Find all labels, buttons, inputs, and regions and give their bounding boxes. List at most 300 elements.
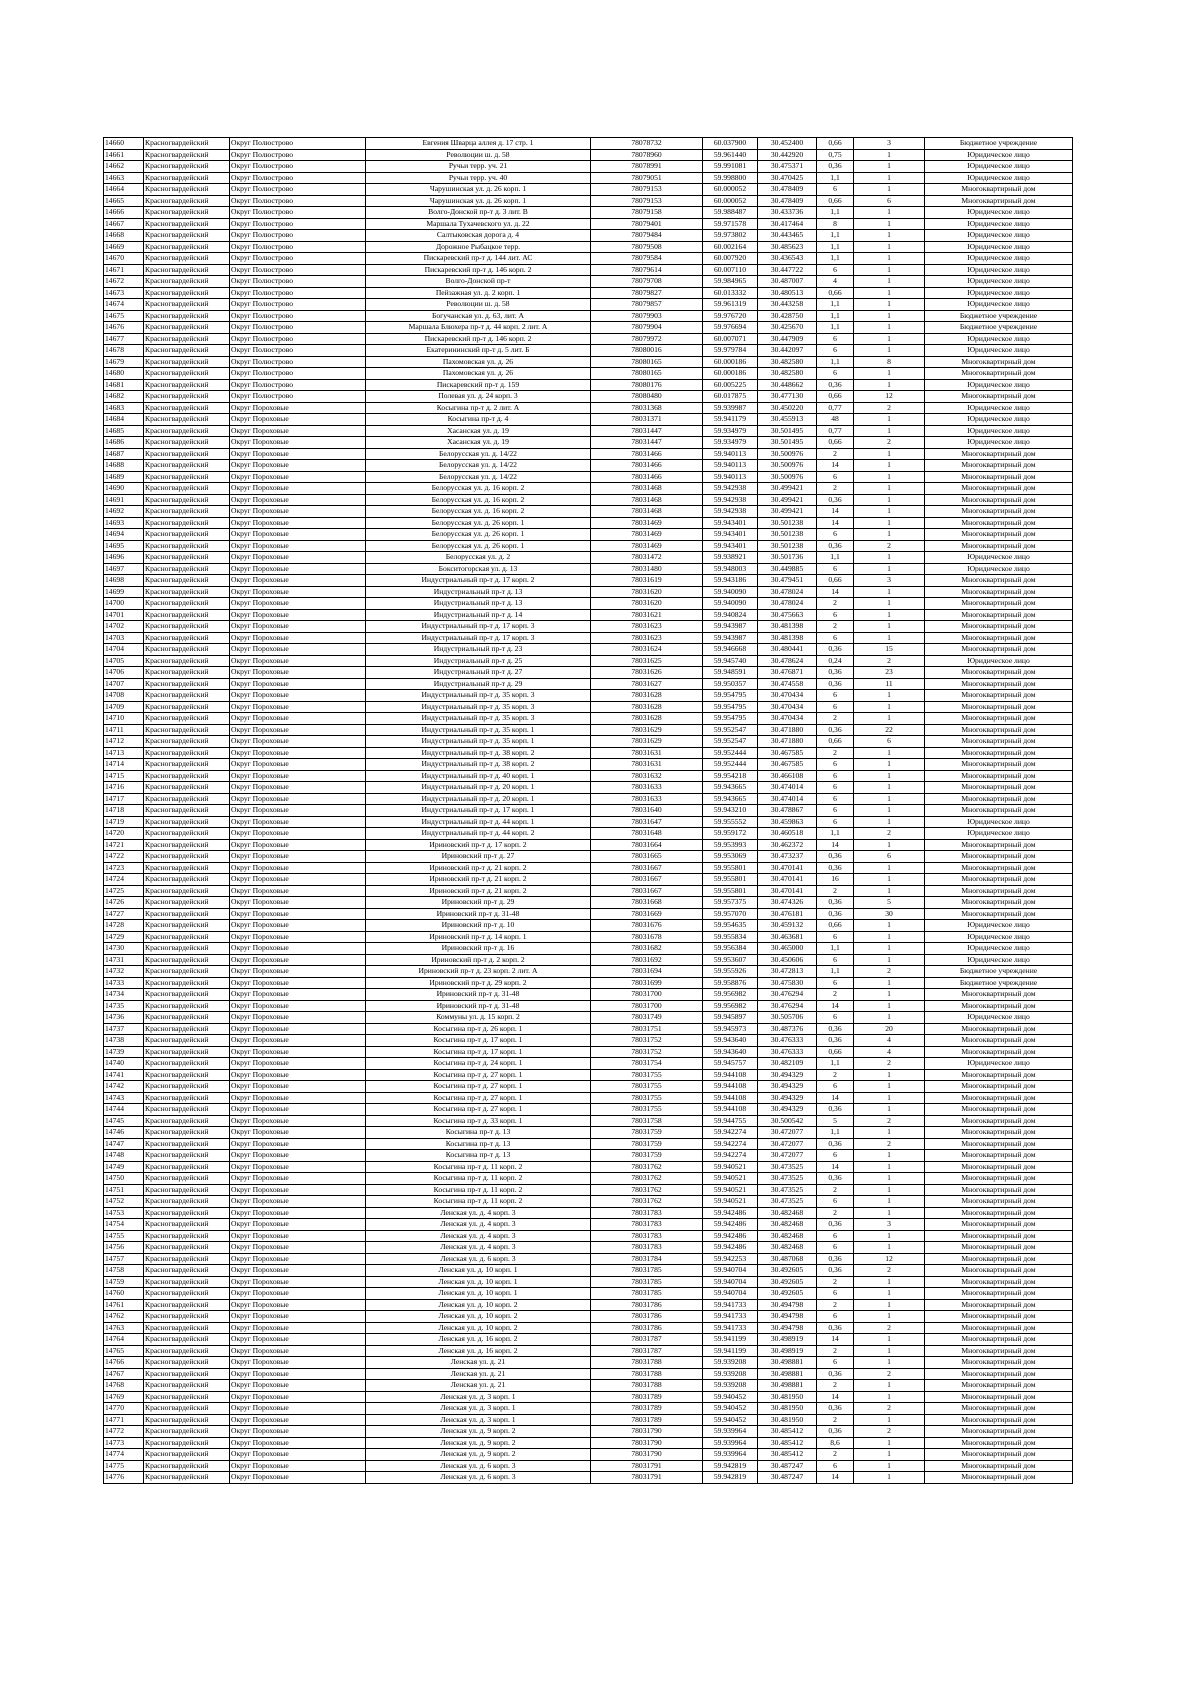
record-id-cell: 14722 <box>104 851 144 863</box>
address-cell: Ириновский пр-т д. 31-48 <box>366 989 591 1001</box>
owner-type-cell: Многоквартирный дом <box>925 1115 1073 1127</box>
table-row <box>104 402 1073 414</box>
container-count-cell: 4 <box>854 1035 925 1047</box>
okrug-cell: Округ Пороховые <box>230 598 366 610</box>
longitude-cell: 30.474558 <box>758 678 817 690</box>
owner-type-cell: Юридическое лицо <box>925 333 1073 345</box>
owner-type-cell: Юридическое лицо <box>925 276 1073 288</box>
record-id-cell: 14681 <box>104 379 144 391</box>
address-cell: Ириновский пр-т д. 16 <box>366 943 591 955</box>
latitude-cell: 59.959172 <box>703 828 758 840</box>
table-row <box>104 1081 1073 1093</box>
address-cell: Индустриальный пр-т д. 35 корп. 3 <box>366 701 591 713</box>
address-cell: Белорусская ул. д. 14/22 <box>366 460 591 472</box>
district-cell: Красногвардейский <box>144 805 230 817</box>
owner-type-cell: Многоквартирный дом <box>925 885 1073 897</box>
longitude-cell: 30.442097 <box>758 345 817 357</box>
owner-type-cell: Юридическое лицо <box>925 931 1073 943</box>
table-row <box>104 1299 1073 1311</box>
address-cell: Ириновский пр-т д. 21 корп. 2 <box>366 862 591 874</box>
longitude-cell: 30.465000 <box>758 943 817 955</box>
volume-cell: 1,1 <box>817 230 854 242</box>
address-cell: Косыгина пр-т д. 27 корп. 1 <box>366 1069 591 1081</box>
longitude-cell: 30.481950 <box>758 1403 817 1415</box>
volume-cell: 1,1 <box>817 322 854 334</box>
container-count-cell: 1 <box>854 701 925 713</box>
container-count-cell: 1 <box>854 1161 925 1173</box>
district-cell: Красногвардейский <box>144 747 230 759</box>
object-code-cell: 78031752 <box>591 1035 703 1047</box>
longitude-cell: 30.447909 <box>758 333 817 345</box>
owner-type-cell: Многоквартирный дом <box>925 483 1073 495</box>
record-id-cell: 14771 <box>104 1414 144 1426</box>
container-count-cell: 1 <box>854 218 925 230</box>
district-cell: Красногвардейский <box>144 402 230 414</box>
district-cell: Красногвардейский <box>144 839 230 851</box>
table-row <box>104 920 1073 932</box>
okrug-cell: Округ Пороховые <box>230 770 366 782</box>
latitude-cell: 59.971578 <box>703 218 758 230</box>
latitude-cell: 60.007071 <box>703 333 758 345</box>
okrug-cell: Округ Пороховые <box>230 1426 366 1438</box>
container-count-cell: 22 <box>854 724 925 736</box>
owner-type-cell: Многоквартирный дом <box>925 770 1073 782</box>
container-count-cell: 3 <box>854 1219 925 1231</box>
container-count-cell: 20 <box>854 1023 925 1035</box>
object-code-cell: 78031669 <box>591 908 703 920</box>
object-code-cell: 78078960 <box>591 149 703 161</box>
container-count-cell: 1 <box>854 977 925 989</box>
district-cell: Красногвардейский <box>144 540 230 552</box>
container-count-cell: 6 <box>854 851 925 863</box>
district-cell: Красногвардейский <box>144 724 230 736</box>
longitude-cell: 30.492605 <box>758 1265 817 1277</box>
volume-cell: 1,1 <box>817 356 854 368</box>
address-cell: Индустриальный пр-т д. 40 корп. 1 <box>366 770 591 782</box>
object-code-cell: 78031647 <box>591 816 703 828</box>
owner-type-cell: Многоквартирный дом <box>925 356 1073 368</box>
table-row <box>104 690 1073 702</box>
longitude-cell: 30.467585 <box>758 759 817 771</box>
container-count-cell: 2 <box>854 1426 925 1438</box>
record-id-cell: 14760 <box>104 1288 144 1300</box>
address-cell: Косыгина пр-т д. 13 <box>366 1127 591 1139</box>
longitude-cell: 30.478024 <box>758 586 817 598</box>
okrug-cell: Округ Полюстрово <box>230 287 366 299</box>
object-code-cell: 78031692 <box>591 954 703 966</box>
longitude-cell: 30.481398 <box>758 632 817 644</box>
record-id-cell: 14682 <box>104 391 144 403</box>
owner-type-cell: Многоквартирный дом <box>925 1449 1073 1461</box>
record-id-cell: 14763 <box>104 1322 144 1334</box>
longitude-cell: 30.470141 <box>758 862 817 874</box>
longitude-cell: 30.433736 <box>758 207 817 219</box>
record-id-cell: 14744 <box>104 1104 144 1116</box>
longitude-cell: 30.478867 <box>758 805 817 817</box>
record-id-cell: 14742 <box>104 1081 144 1093</box>
volume-cell: 6 <box>817 368 854 380</box>
record-id-cell: 14770 <box>104 1403 144 1415</box>
table-row <box>104 437 1073 449</box>
address-cell: Косыгина пр-т д. 11 корп. 2 <box>366 1173 591 1185</box>
okrug-cell: Округ Пороховые <box>230 1322 366 1334</box>
latitude-cell: 59.948591 <box>703 667 758 679</box>
object-code-cell: 78031789 <box>591 1414 703 1426</box>
volume-cell: 6 <box>817 954 854 966</box>
container-count-cell: 1 <box>854 563 925 575</box>
volume-cell: 0,77 <box>817 425 854 437</box>
volume-cell: 2 <box>817 1276 854 1288</box>
longitude-cell: 30.501495 <box>758 437 817 449</box>
district-cell: Красногвардейский <box>144 1242 230 1254</box>
address-cell: Евгения Шварца аллея д. 17 стр. 1 <box>366 138 591 150</box>
district-cell: Красногвардейский <box>144 414 230 426</box>
owner-type-cell: Многоквартирный дом <box>925 1472 1073 1484</box>
address-cell: Ленская ул. д. 10 корп. 1 <box>366 1276 591 1288</box>
volume-cell: 14 <box>817 1161 854 1173</box>
okrug-cell: Округ Пороховые <box>230 540 366 552</box>
latitude-cell: 59.943665 <box>703 782 758 794</box>
container-count-cell: 1 <box>854 747 925 759</box>
record-id-cell: 14757 <box>104 1253 144 1265</box>
okrug-cell: Округ Пороховые <box>230 506 366 518</box>
address-cell: Чарушинская ул. д. 26 корп. 1 <box>366 184 591 196</box>
latitude-cell: 59.934979 <box>703 425 758 437</box>
record-id-cell: 14767 <box>104 1368 144 1380</box>
longitude-cell: 30.487376 <box>758 1023 817 1035</box>
owner-type-cell: Многоквартирный дом <box>925 1368 1073 1380</box>
longitude-cell: 30.492605 <box>758 1276 817 1288</box>
owner-type-cell: Многоквартирный дом <box>925 184 1073 196</box>
latitude-cell: 59.943640 <box>703 1035 758 1047</box>
owner-type-cell: Многоквартирный дом <box>925 724 1073 736</box>
table-row <box>104 345 1073 357</box>
record-id-cell: 14706 <box>104 667 144 679</box>
container-count-cell: 2 <box>854 1265 925 1277</box>
owner-type-cell: Многоквартирный дом <box>925 1299 1073 1311</box>
okrug-cell: Округ Пороховые <box>230 1012 366 1024</box>
district-cell: Красногвардейский <box>144 621 230 633</box>
volume-cell: 0,36 <box>817 1035 854 1047</box>
latitude-cell: 59.976720 <box>703 310 758 322</box>
container-count-cell: 1 <box>854 885 925 897</box>
longitude-cell: 30.498881 <box>758 1380 817 1392</box>
table-row <box>104 793 1073 805</box>
volume-cell: 6 <box>817 782 854 794</box>
address-cell: Коммуны ул. д. 15 корп. 2 <box>366 1012 591 1024</box>
owner-type-cell: Юридическое лицо <box>925 414 1073 426</box>
owner-type-cell: Многоквартирный дом <box>925 1230 1073 1242</box>
object-code-cell: 78031784 <box>591 1253 703 1265</box>
object-code-cell: 78031791 <box>591 1472 703 1484</box>
latitude-cell: 59.979784 <box>703 345 758 357</box>
longitude-cell: 30.485412 <box>758 1449 817 1461</box>
longitude-cell: 30.471880 <box>758 736 817 748</box>
object-code-cell: 78031623 <box>591 621 703 633</box>
district-cell: Красногвардейский <box>144 1311 230 1323</box>
record-id-cell: 14669 <box>104 241 144 253</box>
container-count-cell: 1 <box>854 1334 925 1346</box>
table-row <box>104 989 1073 1001</box>
address-cell: Косыгина пр-т д. 4 <box>366 414 591 426</box>
table-row <box>104 253 1073 265</box>
okrug-cell: Округ Пороховые <box>230 828 366 840</box>
latitude-cell: 59.958876 <box>703 977 758 989</box>
container-count-cell: 1 <box>854 460 925 472</box>
longitude-cell: 30.428750 <box>758 310 817 322</box>
record-id-cell: 14668 <box>104 230 144 242</box>
object-code-cell: 78031783 <box>591 1230 703 1242</box>
latitude-cell: 59.940704 <box>703 1265 758 1277</box>
longitude-cell: 30.425670 <box>758 322 817 334</box>
volume-cell: 0,36 <box>817 1219 854 1231</box>
district-cell: Красногвардейский <box>144 931 230 943</box>
container-count-cell: 1 <box>854 1357 925 1369</box>
object-code-cell: 78080480 <box>591 391 703 403</box>
latitude-cell: 59.956384 <box>703 943 758 955</box>
latitude-cell: 59.939964 <box>703 1426 758 1438</box>
owner-type-cell: Многоквартирный дом <box>925 839 1073 851</box>
district-cell: Красногвардейский <box>144 460 230 472</box>
okrug-cell: Округ Полюстрово <box>230 391 366 403</box>
register-rows <box>104 138 1073 1484</box>
okrug-cell: Округ Полюстрово <box>230 149 366 161</box>
owner-type-cell: Многоквартирный дом <box>925 793 1073 805</box>
longitude-cell: 30.459132 <box>758 920 817 932</box>
latitude-cell: 59.940521 <box>703 1184 758 1196</box>
address-cell: Индустриальный пр-т д. 35 корп. 3 <box>366 713 591 725</box>
table-row <box>104 1092 1073 1104</box>
owner-type-cell: Многоквартирный дом <box>925 690 1073 702</box>
district-cell: Красногвардейский <box>144 391 230 403</box>
record-id-cell: 14663 <box>104 172 144 184</box>
okrug-cell: Округ Полюстрово <box>230 310 366 322</box>
address-cell: Ленская ул. д. 10 корп. 2 <box>366 1299 591 1311</box>
latitude-cell: 59.938921 <box>703 552 758 564</box>
record-id-cell: 14678 <box>104 345 144 357</box>
object-code-cell: 78031664 <box>591 839 703 851</box>
container-count-cell: 1 <box>854 690 925 702</box>
longitude-cell: 30.449885 <box>758 563 817 575</box>
owner-type-cell: Многоквартирный дом <box>925 1253 1073 1265</box>
container-count-cell: 1 <box>854 770 925 782</box>
address-cell: Белорусская ул. д. 26 корп. 1 <box>366 540 591 552</box>
record-id-cell: 14720 <box>104 828 144 840</box>
okrug-cell: Округ Пороховые <box>230 1207 366 1219</box>
owner-type-cell: Юридическое лицо <box>925 816 1073 828</box>
okrug-cell: Округ Пороховые <box>230 402 366 414</box>
address-cell: Косыгина пр-т д. 27 корп. 1 <box>366 1104 591 1116</box>
owner-type-cell: Юридическое лицо <box>925 828 1073 840</box>
volume-cell: 1,1 <box>817 241 854 253</box>
district-cell: Красногвардейский <box>144 1012 230 1024</box>
district-cell: Красногвардейский <box>144 701 230 713</box>
table-row <box>104 655 1073 667</box>
owner-type-cell: Юридическое лицо <box>925 920 1073 932</box>
volume-cell: 0,66 <box>817 920 854 932</box>
volume-cell: 6 <box>817 345 854 357</box>
object-code-cell: 78031700 <box>591 989 703 1001</box>
longitude-cell: 30.470141 <box>758 885 817 897</box>
okrug-cell: Округ Пороховые <box>230 1092 366 1104</box>
volume-cell: 0,36 <box>817 1173 854 1185</box>
volume-cell: 8 <box>817 218 854 230</box>
object-code-cell: 78031790 <box>591 1437 703 1449</box>
owner-type-cell: Многоквартирный дом <box>925 1403 1073 1415</box>
latitude-cell: 59.984965 <box>703 276 758 288</box>
record-id-cell: 14761 <box>104 1299 144 1311</box>
volume-cell: 6 <box>817 1357 854 1369</box>
object-code-cell: 78078732 <box>591 138 703 150</box>
container-count-cell: 1 <box>854 713 925 725</box>
object-code-cell: 78031668 <box>591 897 703 909</box>
volume-cell: 14 <box>817 1391 854 1403</box>
latitude-cell: 59.973802 <box>703 230 758 242</box>
volume-cell: 2 <box>817 621 854 633</box>
volume-cell: 0,36 <box>817 1023 854 1035</box>
table-row <box>104 1288 1073 1300</box>
record-id-cell: 14746 <box>104 1127 144 1139</box>
address-cell: Волго-Донской пр-т <box>366 276 591 288</box>
container-count-cell: 1 <box>854 1288 925 1300</box>
owner-type-cell: Многоквартирный дом <box>925 1104 1073 1116</box>
container-count-cell: 3 <box>854 575 925 587</box>
longitude-cell: 30.473525 <box>758 1161 817 1173</box>
owner-type-cell: Юридическое лицо <box>925 287 1073 299</box>
record-id-cell: 14710 <box>104 713 144 725</box>
okrug-cell: Округ Полюстрово <box>230 299 366 311</box>
owner-type-cell: Юридическое лицо <box>925 253 1073 265</box>
table-row <box>104 828 1073 840</box>
volume-cell: 0,66 <box>817 287 854 299</box>
container-count-cell: 1 <box>854 276 925 288</box>
volume-cell: 2 <box>817 1449 854 1461</box>
record-id-cell: 14664 <box>104 184 144 196</box>
table-row <box>104 1138 1073 1150</box>
object-code-cell: 78031640 <box>591 805 703 817</box>
okrug-cell: Округ Пороховые <box>230 989 366 1001</box>
address-cell: Пахомовская ул. д. 26 <box>366 356 591 368</box>
address-cell: Ленская ул. д. 9 корп. 2 <box>366 1437 591 1449</box>
object-code-cell: 78031626 <box>591 667 703 679</box>
owner-type-cell: Многоквартирный дом <box>925 1023 1073 1035</box>
table-row <box>104 908 1073 920</box>
volume-cell: 6 <box>817 1288 854 1300</box>
longitude-cell: 30.494329 <box>758 1092 817 1104</box>
table-row <box>104 552 1073 564</box>
object-code-cell: 78031759 <box>591 1127 703 1139</box>
object-code-cell: 78031472 <box>591 552 703 564</box>
record-id-cell: 14665 <box>104 195 144 207</box>
longitude-cell: 30.476333 <box>758 1046 817 1058</box>
latitude-cell: 59.939964 <box>703 1449 758 1461</box>
district-cell: Красногвардейский <box>144 1380 230 1392</box>
address-cell: Ленская ул. д. 4 корп. 3 <box>366 1219 591 1231</box>
address-cell: Ручьи терр. уч. 21 <box>366 161 591 173</box>
record-id-cell: 14716 <box>104 782 144 794</box>
address-cell: Белорусская ул. д. 16 корп. 2 <box>366 483 591 495</box>
address-cell: Косыгина пр-т д. 17 корп. 1 <box>366 1046 591 1058</box>
district-cell: Красногвардейский <box>144 575 230 587</box>
volume-cell: 0,36 <box>817 379 854 391</box>
owner-type-cell: Многоквартирный дом <box>925 1357 1073 1369</box>
longitude-cell: 30.476294 <box>758 1000 817 1012</box>
address-cell: Индустриальный пр-т д. 44 корп. 1 <box>366 816 591 828</box>
volume-cell: 6 <box>817 1196 854 1208</box>
record-id-cell: 14696 <box>104 552 144 564</box>
okrug-cell: Округ Пороховые <box>230 1276 366 1288</box>
latitude-cell: 59.957375 <box>703 897 758 909</box>
volume-cell: 1,1 <box>817 966 854 978</box>
register-sheet <box>103 137 1072 1484</box>
owner-type-cell: Юридическое лицо <box>925 563 1073 575</box>
table-row <box>104 575 1073 587</box>
volume-cell: 0,36 <box>817 1426 854 1438</box>
address-cell: Косыгина пр-т д. 11 корп. 2 <box>366 1161 591 1173</box>
container-count-cell: 2 <box>854 402 925 414</box>
object-code-cell: 78031789 <box>591 1391 703 1403</box>
district-cell: Красногвардейский <box>144 1138 230 1150</box>
district-cell: Красногвардейский <box>144 448 230 460</box>
container-count-cell: 1 <box>854 483 925 495</box>
object-code-cell: 78031625 <box>591 655 703 667</box>
address-cell: Полевая ул. д. 24 корп. 3 <box>366 391 591 403</box>
table-row <box>104 1472 1073 1484</box>
volume-cell: 5 <box>817 1115 854 1127</box>
owner-type-cell: Бюджетное учреждение <box>925 138 1073 150</box>
volume-cell: 2 <box>817 747 854 759</box>
record-id-cell: 14708 <box>104 690 144 702</box>
longitude-cell: 30.473525 <box>758 1184 817 1196</box>
container-count-cell: 1 <box>854 299 925 311</box>
table-row <box>104 931 1073 943</box>
record-id-cell: 14709 <box>104 701 144 713</box>
latitude-cell: 59.943665 <box>703 793 758 805</box>
volume-cell: 6 <box>817 1150 854 1162</box>
container-count-cell: 1 <box>854 1311 925 1323</box>
latitude-cell: 59.941199 <box>703 1334 758 1346</box>
okrug-cell: Округ Пороховые <box>230 1334 366 1346</box>
okrug-cell: Округ Полюстрово <box>230 276 366 288</box>
container-count-cell: 1 <box>854 241 925 253</box>
okrug-cell: Округ Пороховые <box>230 632 366 644</box>
longitude-cell: 30.417464 <box>758 218 817 230</box>
okrug-cell: Округ Пороховые <box>230 460 366 472</box>
latitude-cell: 60.037900 <box>703 138 758 150</box>
table-row <box>104 563 1073 575</box>
volume-cell: 0,66 <box>817 138 854 150</box>
okrug-cell: Округ Пороховые <box>230 1391 366 1403</box>
object-code-cell: 78031469 <box>591 529 703 541</box>
table-row <box>104 161 1073 173</box>
okrug-cell: Округ Пороховые <box>230 586 366 598</box>
owner-type-cell: Многоквартирный дом <box>925 471 1073 483</box>
container-count-cell: 1 <box>854 287 925 299</box>
okrug-cell: Округ Пороховые <box>230 1138 366 1150</box>
owner-type-cell: Юридическое лицо <box>925 1012 1073 1024</box>
container-count-cell: 3 <box>854 138 925 150</box>
address-cell: Волго-Донской пр-т д. 3 лит. В <box>366 207 591 219</box>
okrug-cell: Округ Полюстрово <box>230 138 366 150</box>
okrug-cell: Округ Пороховые <box>230 862 366 874</box>
owner-type-cell: Многоквартирный дом <box>925 540 1073 552</box>
address-cell: Ленская ул. д. 21 <box>366 1357 591 1369</box>
table-row <box>104 1173 1073 1185</box>
owner-type-cell: Многоквартирный дом <box>925 1380 1073 1392</box>
latitude-cell: 59.942938 <box>703 483 758 495</box>
district-cell: Красногвардейский <box>144 494 230 506</box>
object-code-cell: 78031633 <box>591 793 703 805</box>
